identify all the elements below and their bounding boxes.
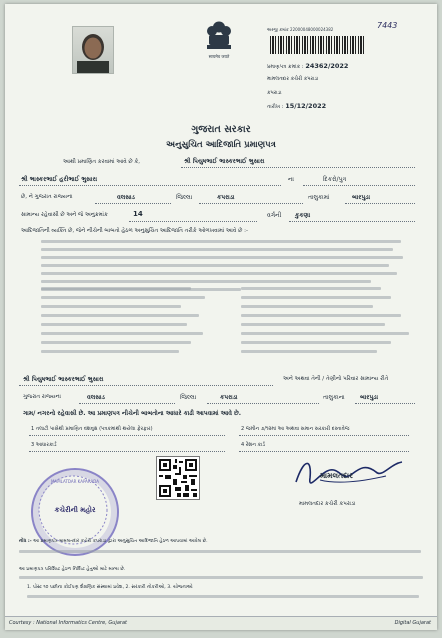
certificate-statement: ગામ/ નગરનો રહેવાસી છે. આ પ્રમાણપત્ર નીચેની બાબતોના આધારે કાઢી આપવામાં આવે છે. [23,410,242,417]
person-taluka: બારપુડા [360,394,379,401]
certificate-number: 24362/2022 [305,62,349,70]
person-village: વલસાડ [87,394,105,401]
officer-signature [290,452,410,496]
serial-label: સામાન્ય રહેવાસી છે અને જે અનુક્રમાંક [21,212,108,218]
taluka: બારપુડા [352,194,371,201]
legal-list-left [41,287,221,367]
svg-text:सत्यमेव जयते: सत्यमेव जयते [208,54,230,59]
father-name: શ્રી ભાસ્કરભાઈ હરીભાઈ ભુસારા [21,176,98,183]
applicant-photo [72,26,114,74]
reason-item: 4 રેશન કાર્ડ [241,442,266,448]
person-name-top: શ્રી પિયુષભાઈ ભાસ્કરભાઈ ભુસારા [184,158,265,165]
certificate-date: 15/12/2022 [285,102,327,110]
application-id: 22000048000024382 [290,27,334,32]
certificate-title: અનુસુચિત આદિજાતિ પ્રમાણપત્ર [166,140,276,150]
handwritten-number: 7443 [377,21,398,30]
residence-prefix: છે, ને ગુજરાત રાજ્યના [21,194,73,200]
note-label: નોંધ :- [19,539,32,544]
person-name: શ્રી પિયુષભાઈ ભાસ્કરભાઈ ભુસારા [23,376,104,383]
intro-text: આથી પ્રમાણિત કરવામાં આવે છે કે, [63,159,141,165]
note-text: આ પ્રમાણપત્ર મામલતદાર કચેરી કપરાડા દ્વારા અનુસુચિત આદિજાતિ હેઠળ આપવામાં આવેલ છે. [33,539,208,544]
application-id-label: અરજી ક્રમાંક [267,27,289,32]
taluka-name: કપરાડા [267,90,282,96]
cert-no-label: પ્રમાણપત્ર ક્રમાંક : [267,64,304,70]
village: વલસાડ [117,194,135,201]
reason-item: 1 તલાટી પાસેથી પ્રમાણિત વંશવૃક્ષ (પત્રકમાંથી થયેલા ફેરફાર) [31,426,153,432]
note-bullets: 1. પોસ્ટ ૧૦ પછીના કોઈપણ શૈક્ષણિક સંસ્થામાં પ્રવેશ, 2. સરકારી નોકરીઓ, 3. યોજનાઓ [27,585,193,590]
person-silhouette-icon [73,27,113,73]
reason-item: 2 જમીન ૭/૧૨માં આ અથવા સમાન સરકારી દસ્તાવેજ [241,426,350,432]
relation-value: દિકરો/પુત્ર [323,176,347,183]
certificate-page [5,4,437,630]
serial-number: 14 [133,210,143,218]
state-emblem [198,16,240,64]
district-label: જિલ્લા [176,194,193,201]
footer [5,616,437,630]
note-line2: આ પ્રમાણપત્ર પરિશિષ્ટ હેઠળ નિર્દિષ્ટ હેતુઓ માટે માન્ય છે. [19,567,126,572]
state-title: ગુજરાત સરકાર [191,124,251,135]
seal-text-top: MAMLATDAR KAPARADA [51,479,99,484]
signature-title: મામલતદાર [320,471,353,480]
residence-label: ગુજરાત રાજ્યના [23,394,61,400]
person-suffix: અને અથવા તેની / તેણીનો પરિવાર સામાન્ય રીતે [283,376,389,382]
seal-text-center: કચેરીની મહોર [54,506,96,514]
relation-label: ના [288,176,294,183]
office-name: મામલતદાર કચેરી કપરાડા [267,76,319,82]
footer-courtesy: Courtesy : National Informatics Centre, Gujarat [9,620,127,626]
taluka-label: તાલુકામાં [308,194,330,201]
emblem-icon [198,16,240,64]
community: કુકણા [295,212,311,219]
legal-list-right [241,287,416,367]
community-label: વર્ગની [267,212,282,219]
reason-item: 3 આધારકાર્ડ [31,442,57,448]
date-label: તારીખ : [267,104,284,110]
qr-code [156,456,200,500]
tribe-statement: આદિજાતિની વ્યક્તિ છે, જેને નીચેની બાબતો હેઠળ અનુસુચિત આદિજાતિ તરીકે ઓળખવામાં આવે છે :- [21,228,248,234]
person-taluka-label: તાલુકાના [323,394,345,401]
barcode [270,36,365,54]
qr-code-icon [157,457,199,499]
person-district-label: જિલ્લા [180,394,197,401]
district: કપરાડા [217,194,235,201]
footer-brand: Digital Gujarat [394,620,431,626]
signature-office: મામલતદાર કચેરી કપરાડા [299,501,356,507]
person-district: કપરાડા [220,394,238,401]
